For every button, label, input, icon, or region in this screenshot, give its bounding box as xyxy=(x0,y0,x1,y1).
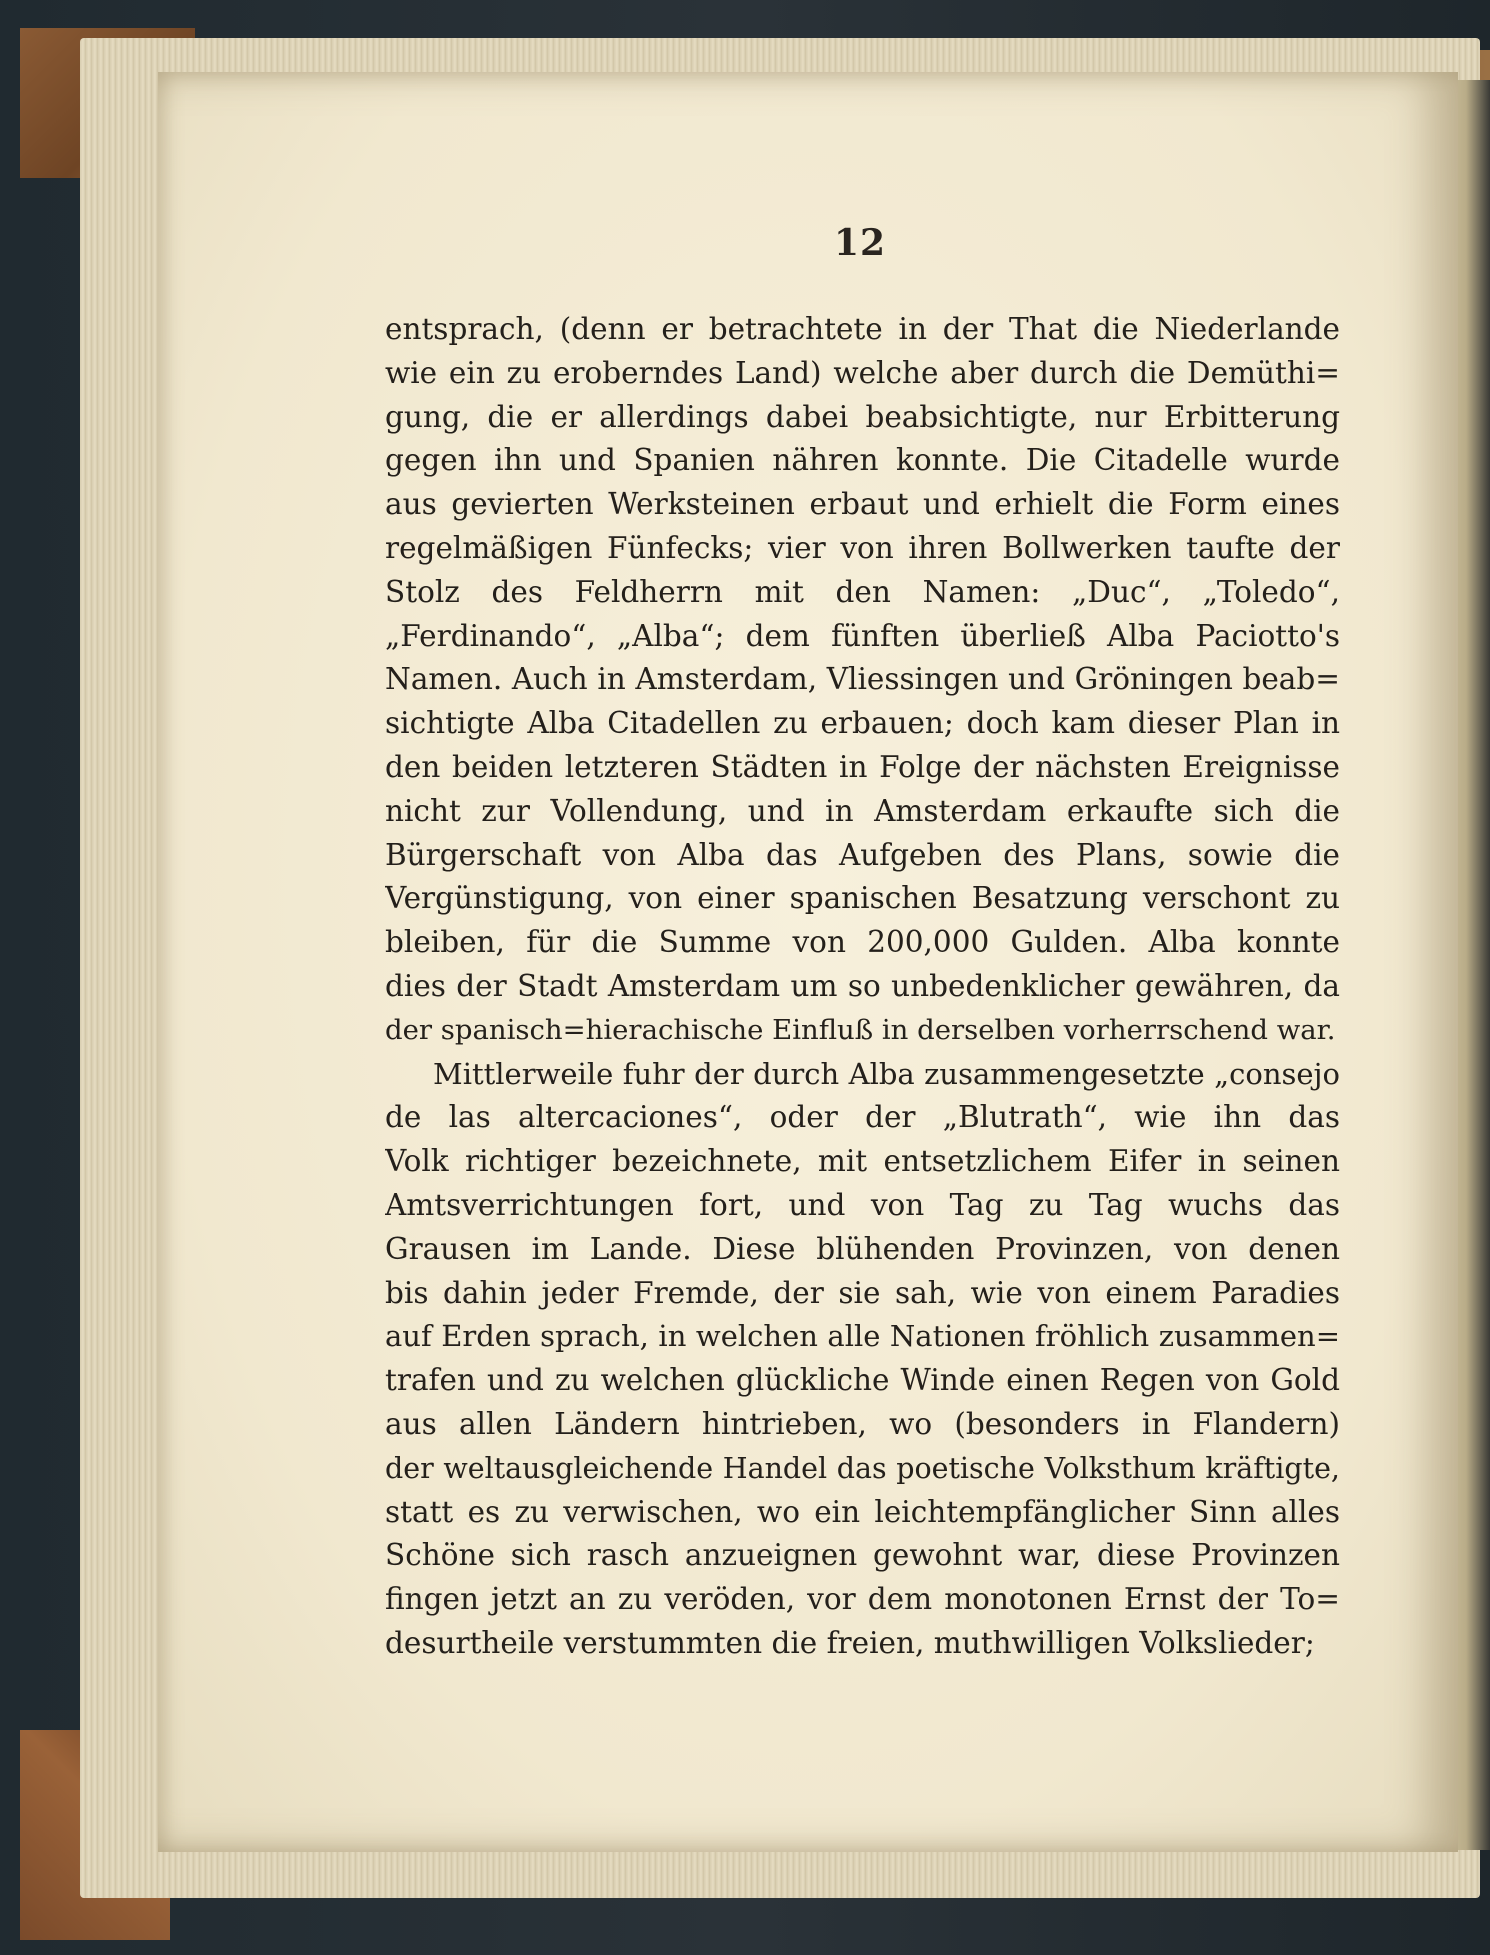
text-line: gegen ihn und Spanien nähren konnte. Die Citadelle wurde xyxy=(385,443,1340,478)
text-line: Namen. Auch in Amsterdam, Vliessingen und Gröningen beab= xyxy=(385,662,1340,697)
text-line: „Ferdinando“, „Alba“; dem fünften überließ Alba Paciotto's xyxy=(385,618,1340,653)
text-line: statt es zu verwischen, wo ein leichtempfänglicher Sinn alles xyxy=(385,1494,1340,1529)
text-line: entsprach, (denn er betrachtete in der That die Niederlande xyxy=(385,312,1340,346)
text-line: Amtsverrichtungen fort, und von Tag zu Tag wuchs das xyxy=(385,1187,1340,1222)
text-line: fingen jetzt an zu veröden, vor dem monotonen Ernst der To= xyxy=(385,1582,1340,1617)
text-line: aus gevierten Werksteinen erbaut und erhielt die Form eines xyxy=(385,487,1340,522)
text-line: Bürgerschaft von Alba das Aufgeben des Plans, sowie die xyxy=(385,837,1340,872)
text-line: Stolz des Feldherrn mit den Namen: „Duc“, „Toledo“, xyxy=(385,574,1340,609)
text-line: bis dahin jeder Fremde, der sie sah, wie von einem Paradies xyxy=(385,1275,1340,1310)
text-line: Volk richtiger bezeichnete, mit entsetzlichem Eifer in seinen xyxy=(385,1144,1340,1179)
text-line: Mittlerweile fuhr der durch Alba zusammengesetzte „consejo xyxy=(433,1056,1340,1091)
text-line: den beiden letzteren Städten in Folge der nächsten Ereignisse xyxy=(385,749,1340,784)
paragraph xyxy=(385,308,1340,1053)
text-line: Vergünstigung, von einer spanischen Besatzung verschont zu xyxy=(385,881,1340,916)
text-line: auf Erden sprach, in welchen alle Nationen fröhlich zusammen= xyxy=(385,1319,1340,1354)
page-number: 12 xyxy=(833,222,887,264)
text-line: aus allen Ländern hintrieben, wo (besonders in Flandern) xyxy=(385,1406,1340,1441)
text-line: Grausen im Lande. Diese blühenden Provinzen, von denen xyxy=(385,1231,1340,1266)
text-line: der weltausgleichende Handel das poetische Volksthum kräftigte, xyxy=(385,1451,1340,1485)
text-line: de las altercaciones“, oder der „Blutrath“, wie ihn das xyxy=(385,1100,1340,1135)
text-line: gung, die er allerdings dabei beabsichtigte, nur Erbitterung xyxy=(385,399,1340,434)
text-line: Schöne sich rasch anzueignen gewohnt war, diese Provinzen xyxy=(385,1538,1340,1573)
text-line: wie ein zu eroberndes Land) welche aber durch die Demüthi= xyxy=(385,355,1340,390)
text-line: regelmäßigen Fünfecks; vier von ihren Bollwerken taufte der xyxy=(385,530,1340,565)
text-line: nicht zur Vollendung, und in Amsterdam erkaufte sich die xyxy=(385,793,1340,828)
text-line: dies der Stadt Amsterdam um so unbedenklicher gewähren, da xyxy=(385,968,1340,1003)
text-line: der spanisch=hierachische Einfluß in derselben vorherrschend war. xyxy=(385,1013,1336,1046)
text-line: bleiben, für die Summe von 200,000 Gulden. Alba konnte xyxy=(385,925,1340,960)
page-text xyxy=(385,308,1340,1666)
text-line: trafen und zu welchen glückliche Winde einen Regen von Gold xyxy=(385,1363,1340,1398)
text-line: sichtigte Alba Citadellen zu erbauen; doch kam dieser Plan in xyxy=(385,706,1340,741)
text-line: desurtheile verstummten die freien, muthwilligen Volkslieder; xyxy=(385,1625,1315,1660)
paragraph xyxy=(385,1053,1340,1666)
